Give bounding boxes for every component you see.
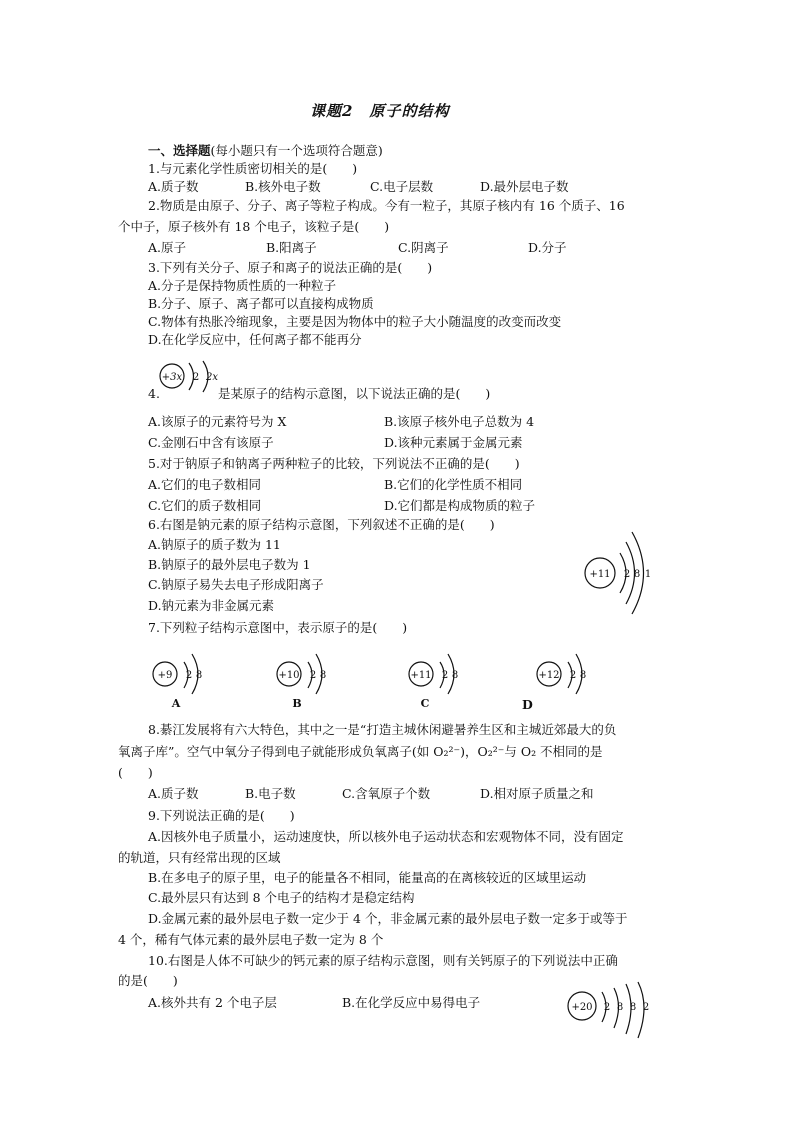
q7c-nucleus-charge: +11	[410, 670, 432, 681]
q10-stem-line2: 的是( )	[118, 973, 178, 988]
q7b-shell-1-count: 2	[309, 670, 317, 681]
q4-nucleus-charge: +3x	[161, 372, 183, 383]
q9-option-d-line1: D.金属元素的最外层电子数一定少于 4 个，非金属元素的最外层电子数一定多于或等于	[148, 911, 628, 926]
q9-option-a-line1: A.因核外电子质量小，运动速度快，所以核外电子运动状态和宏观物体不同，没有固定	[148, 829, 624, 844]
q5-option-c: C.它们的质子数相同	[148, 498, 262, 513]
q10-stem-line1: 10.右图是人体不可缺少的钙元素的原子结构示意图，则有关钙原子的下列说法中正确	[148, 953, 618, 968]
q8-option-b: B.电子数	[245, 786, 296, 801]
q7-option-a-diagram	[148, 648, 223, 710]
q6-sodium-atom-diagram	[580, 528, 680, 618]
q7b-shell-2-count: 8	[319, 670, 327, 681]
q8-option-c: C.含氧原子个数	[342, 786, 431, 801]
q6-option-a: A.钠原子的质子数为 11	[148, 537, 281, 552]
q5-option-a: A.它们的电子数相同	[148, 477, 262, 492]
q5-stem: 5.对于钠原子和钠离子两种粒子的比较，下列说法不正确的是( )	[148, 456, 520, 471]
q7c-label: C	[420, 697, 430, 710]
q5-option-b: B.它们的化学性质不相同	[384, 477, 523, 492]
q6-nucleus-charge: +11	[589, 569, 611, 580]
q6-shell-3-count: 1	[644, 569, 652, 580]
q3-option-a: A.分子是保持物质性质的一种粒子	[148, 278, 337, 293]
q1-stem: 1.与元素化学性质密切相关的是( )	[148, 161, 358, 176]
q4-shell-1-count: 2	[192, 372, 200, 383]
q7-stem: 7.下列粒子结构示意图中，表示原子的是( )	[148, 620, 408, 635]
q6-shell-1-count: 2	[623, 569, 631, 580]
q10-shell-2-count: 8	[616, 1002, 624, 1013]
q7d-shell-1-count: 2	[569, 670, 577, 681]
q10-shell-4-count: 2	[642, 1002, 650, 1013]
q7-option-d-diagram	[532, 648, 607, 710]
q7d-nucleus-charge: +12	[538, 670, 560, 681]
q4-option-c: C.金刚石中含有该原子	[148, 435, 274, 450]
q7b-nucleus-charge: +10	[278, 670, 300, 681]
q7a-shell-1-count: 2	[185, 670, 193, 681]
q2-option-b: B.阳离子	[266, 240, 317, 255]
q2-option-c: C.阴离子	[398, 240, 449, 255]
q7-option-b-diagram	[272, 648, 347, 710]
q10-shell-3-count: 8	[629, 1002, 637, 1013]
q7-option-c-diagram	[404, 648, 479, 710]
q3-option-d: D.在化学反应中，任何离子都不能再分	[148, 332, 362, 347]
q1-option-a: A.质子数	[148, 179, 199, 194]
q2-stem-line1: 2.物质是由原子、分子、离子等粒子构成。今有一粒子，其原子核内有 16 个质子、16	[148, 198, 625, 213]
q4-number: 4.	[148, 386, 160, 401]
q2-option-d: D.分子	[528, 240, 567, 255]
q6-option-d: D.钠元素为非金属元素	[148, 598, 275, 613]
q9-stem: 9.下列说法正确的是( )	[148, 808, 295, 823]
q8-option-d: D.相对原子质量之和	[480, 786, 594, 801]
q2-option-a: A.原子	[148, 240, 187, 255]
q4-option-d: D.该种元素属于金属元素	[384, 435, 523, 450]
q8-stem-line1: 8.綦江发展将有六大特色，其中之一是“打造主城休闲避暑养生区和主城近郊最大的负	[148, 722, 617, 737]
q7a-nucleus-charge: +9	[157, 670, 173, 681]
q8-option-a: A.质子数	[148, 786, 199, 801]
q7c-shell-2-count: 8	[451, 670, 459, 681]
q2-stem-line2: 个中子，原子核外有 18 个电子，该粒子是( )	[118, 219, 390, 234]
q8-stem-line2: 氧离子库”。空气中氧分子得到电子就能形成负氧离子(如 O₂²⁻)，O₂²⁻与 O₂ 不相同的是	[118, 744, 603, 759]
q7a-shell-2-count: 8	[195, 670, 203, 681]
q1-option-b: B.核外电子数	[245, 179, 321, 194]
q5-option-d: D.它们都是构成物质的粒子	[384, 498, 536, 513]
q10-nucleus-charge: +20	[571, 1002, 593, 1013]
q6-option-c: C.钠原子易失去电子形成阳离子	[148, 577, 324, 592]
q9-option-b: B.在多电子的原子里，电子的能量各不相同，能量高的在离核较近的区域里运动	[148, 870, 587, 885]
section-heading	[148, 143, 383, 159]
page-title: 课题2 原子的结构	[310, 102, 450, 120]
q10-calcium-atom-diagram	[562, 980, 672, 1040]
q9-option-a-line2: 的轨道，只有经常出现的区域	[118, 850, 281, 865]
q7d-shell-2-count: 8	[579, 670, 587, 681]
q8-stem-line3: ( )	[118, 765, 153, 780]
q10-shell-1-count: 2	[603, 1002, 611, 1013]
q7a-label: A	[171, 697, 181, 710]
section-head: 一、选择题	[148, 143, 211, 158]
q9-option-d-line2: 4 个，稀有气体元素的最外层电子数一定为 8 个	[118, 932, 384, 947]
q3-option-c: C.物体有热胀冷缩现象，主要是因为物体中的粒子大小随温度的改变而改变	[148, 314, 562, 329]
q1-option-d: D.最外层电子数	[480, 179, 569, 194]
section-note: (每小题只有一个选项符合题意)	[210, 143, 383, 158]
q7c-shell-1-count: 2	[441, 670, 449, 681]
q6-shell-2-count: 8	[633, 569, 641, 580]
q1-option-c: C.电子层数	[370, 179, 434, 194]
q4-stem: 是某原子的结构示意图，以下说法正确的是( )	[218, 386, 491, 401]
q4-option-a: A.该原子的元素符号为 X	[148, 414, 287, 429]
q3-stem: 3.下列有关分子、原子和离子的说法正确的是( )	[148, 260, 433, 275]
q7-option-d-label: D	[522, 697, 533, 712]
q4-shell-2-count: 2x	[205, 372, 219, 383]
q6-option-b: B.钠原子的最外层电子数为 1	[148, 557, 311, 572]
q7b-label: B	[292, 697, 302, 710]
q3-option-b: B.分子、原子、离子都可以直接构成物质	[148, 296, 374, 311]
q10-option-b: B.在化学反应中易得电子	[342, 995, 481, 1010]
q10-option-a: A.核外共有 2 个电子层	[148, 995, 277, 1010]
q6-stem: 6.右图是钠元素的原子结构示意图，下列叙述不正确的是( )	[148, 517, 495, 532]
q9-option-c: C.最外层只有达到 8 个电子的结构才是稳定结构	[148, 890, 415, 905]
q4-option-b: B.该原子核外电子总数为 4	[384, 414, 535, 429]
